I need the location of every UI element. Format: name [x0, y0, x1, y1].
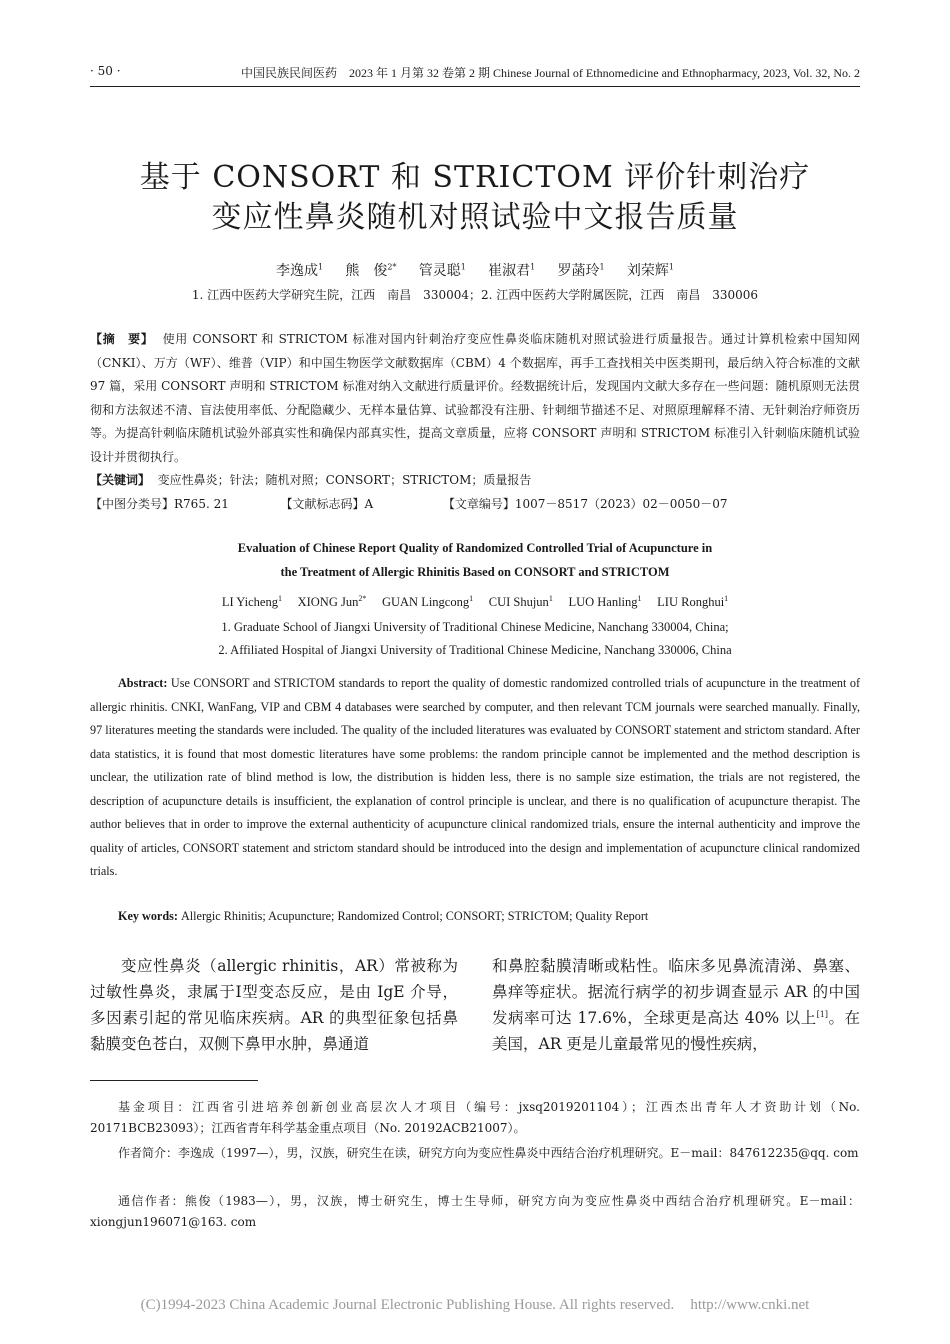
- keywords-cn: [90, 469, 860, 493]
- copyright-url[interactable]: http://www.cnki.net: [690, 1297, 810, 1313]
- keywords-en: [90, 905, 860, 929]
- citation-ref: [1]: [816, 1009, 828, 1019]
- author-cn: 管灵聪$^1$: [418, 262, 466, 279]
- running-header: [90, 64, 860, 84]
- footnote-fund: 基金项目：江西省引进培养创新创业高层次人才项目（编号：jxsq2019201104）；江西杰出青年人才资助计划（No. 20171BCB23093）；江西省青年科学基金重点项目（No. 20192ACB21007）。: [90, 1100, 860, 1135]
- body-column-left: 变应性鼻炎（allergic rhinitis，AR）常被称为过敏性鼻炎，隶属于Ⅰ型变态反应，是由 IgE 介导，多因素引起的常见临床疾病。AR 的典型征象包括鼻黏膜变色苍白，双侧下鼻甲水肿，鼻通道: [90, 957, 458, 1053]
- keywords-en-label: Key words:: [118, 909, 178, 923]
- keywords-en-text: Allergic Rhinitis; Acupuncture; Randomized Control; CONSORT; STRICTOM; Quality Report: [180, 909, 649, 923]
- doc-code-value: A: [364, 497, 374, 511]
- abstract-cn-text: 使用 CONSORT 和 STRICTOM 标准对国内针刺治疗变应性鼻炎临床随机对照试验进行质量报告。通过计算机检索中国知网（CNKI）、万方（WF）、维普（VIP）和中国生物医学文献数据库（CBM）4 个数据库，再手工查找相关中医类期刊，最后纳入符合标准的文献 97 篇，采用 CONSORT 声明和 STRICTOM 标准对纳入文献进行质量评价。经数据统计后，发现国内文献大多存在一些问题：随机原则无法贯彻和方法叙述不清、盲法使用率低、分配隐藏少、无样本量估算、试验都没有注册、针刺细节描述不足、对照原理解释不清、无针刺治疗师资历等。为提高针刺临床随机试验外部真实性和确保内部真实性，提高文章质量，应将 CONSORT 声明和 STRICTOM 标准引入针刺临床随机试验设计并贯彻执行。: [90, 332, 860, 464]
- author-cn: 罗菡玲$^1$: [557, 262, 605, 279]
- affiliations-cn: 1. 江西中医药大学研究生院，江西 南昌 330004；2. 江西中医药大学附属医院，江西 南昌 330006: [191, 288, 759, 302]
- affiliation-en-1: 1. Graduate School of Jiangxi University of Traditional Chinese Medicine, Nanchang 330004, China;: [221, 620, 729, 634]
- author-en: LI Yicheng$^1$: [221, 593, 282, 609]
- abstract-en-text: Use CONSORT and STRICTOM standards to report the quality of domestic randomized controlled trials of acupuncture in the treatment of allergic rhinitis. CNKI, WanFang, VIP and CBM 4 databases were searched by computer, and then relevant TCM journals were searched manually. Finally, 97 literatures meeting the standards were included. The quality of the included literatures was evaluated by CONSORT statement and strictom standard. After data statistics, it is found that most domestic literatures have some problems: the random principle cannot be implemented and the method description is unclear, the utilization rate of blind method is low, the distribution is hidden less, there is no sample size estimation, the trials are not registered, the description of acupuncture details is insufficient, the explanation of control principle is unclear, and there is no qualification of acupuncture therapist. The author believes that in order to improve the external authenticity of acupuncture clinical randomized trials, ensure the internal authenticity and improve the quality of articles, CONSORT statement and strictom standard should be introduced into the design and implementation of acupuncture clinical randomized trials.: [90, 676, 861, 878]
- abstract-cn-label: 【摘 要】: [90, 332, 154, 346]
- footnote-corresponding: 通信作者：熊俊（1983—），男，汉族，博士研究生，博士生导师，研究方向为变应性鼻炎中西结合治疗机理研究。E－mail：xiongjun196071@163. com: [90, 1194, 860, 1229]
- classification-line: [90, 493, 860, 517]
- journal-info: 中国民族民间医药 2023 年 1 月第 32 卷第 2 期 Chinese Journal of Ethnomedicine and Ethnopharmacy, 2023, Vol. 32, No. 2: [240, 66, 860, 80]
- abstract-en-label: Abstract:: [118, 676, 168, 690]
- author-cn: 刘荣辉$^1$: [626, 262, 674, 279]
- article-no-value: 1007－8517（2023）02－0050－07: [514, 497, 728, 511]
- copyright-text: (C)1994-2023 China Academic Journal Electronic Publishing House. All rights reserved.: [140, 1297, 675, 1313]
- authors-cn: [90, 260, 860, 280]
- affiliation-en-2: 2. Affiliated Hospital of Jiangxi University of Traditional Chinese Medicine, Nanchang 330006, China: [218, 643, 732, 657]
- author-en: CUI Shujun$^1$: [488, 593, 553, 609]
- author-cn: 崔淑君$^1$: [488, 262, 536, 279]
- body-right-text-b: 。在美国，AR 更是儿童最常见的慢性疾病，: [492, 1009, 860, 1053]
- clc-value: R765. 21: [174, 497, 229, 511]
- author-en: LIU Ronghui$^1$: [657, 593, 729, 609]
- header-rule: [90, 86, 860, 87]
- title-en-line2: the Treatment of Allergic Rhinitis Based on CONSORT and STRICTOM: [280, 565, 670, 579]
- author-cn: 熊 俊$^{2*}$: [345, 262, 397, 279]
- keywords-cn-label: 【关键词】: [90, 473, 151, 487]
- authors-en: [90, 595, 860, 610]
- article-no-label: 【文章编号】: [442, 497, 515, 511]
- author-en: XIONG Jun$^{2*}$: [297, 593, 367, 609]
- footnote-author: 作者简介：李逸成（1997—），男，汉族，研究生在读，研究方向为变应性鼻炎中西结合治疗机理研究。E－mail：847612235@qq. com: [118, 1146, 859, 1160]
- body-column-right: [492, 953, 860, 1057]
- body-right-text-a: 和鼻腔黏膜清晰或粘性。临床多见鼻流清涕、鼻塞、鼻痒等症状。据流行病学的初步调查显示 AR 的中国发病率可达 17.6%，全球更是高达 40% 以上: [492, 957, 860, 1027]
- footnote-rule: [90, 1080, 258, 1081]
- copyright-line: [0, 1297, 950, 1314]
- author-cn: 李逸成$^1$: [276, 262, 324, 279]
- abstract-cn: [90, 328, 860, 469]
- clc-label: 【中图分类号】: [90, 497, 175, 511]
- doc-code-label: 【文献标志码】: [280, 497, 365, 511]
- keywords-cn-text: 变应性鼻炎；针法；随机对照；CONSORT；STRICTOM；质量报告: [157, 473, 532, 487]
- author-en: LUO Hanling$^1$: [568, 593, 642, 609]
- title-en-line1: Evaluation of Chinese Report Quality of Randomized Controlled Trial of Acupuncture in: [237, 541, 713, 555]
- author-en: GUAN Lingcong$^1$: [381, 593, 474, 609]
- title-cn-line1: 基于 CONSORT 和 STRICTOM 评价针刺治疗: [139, 160, 811, 195]
- title-cn-line2: 变应性鼻炎随机对照试验中文报告质量: [211, 200, 739, 235]
- page-number: · 50 ·: [90, 64, 121, 78]
- abstract-en: [90, 672, 860, 884]
